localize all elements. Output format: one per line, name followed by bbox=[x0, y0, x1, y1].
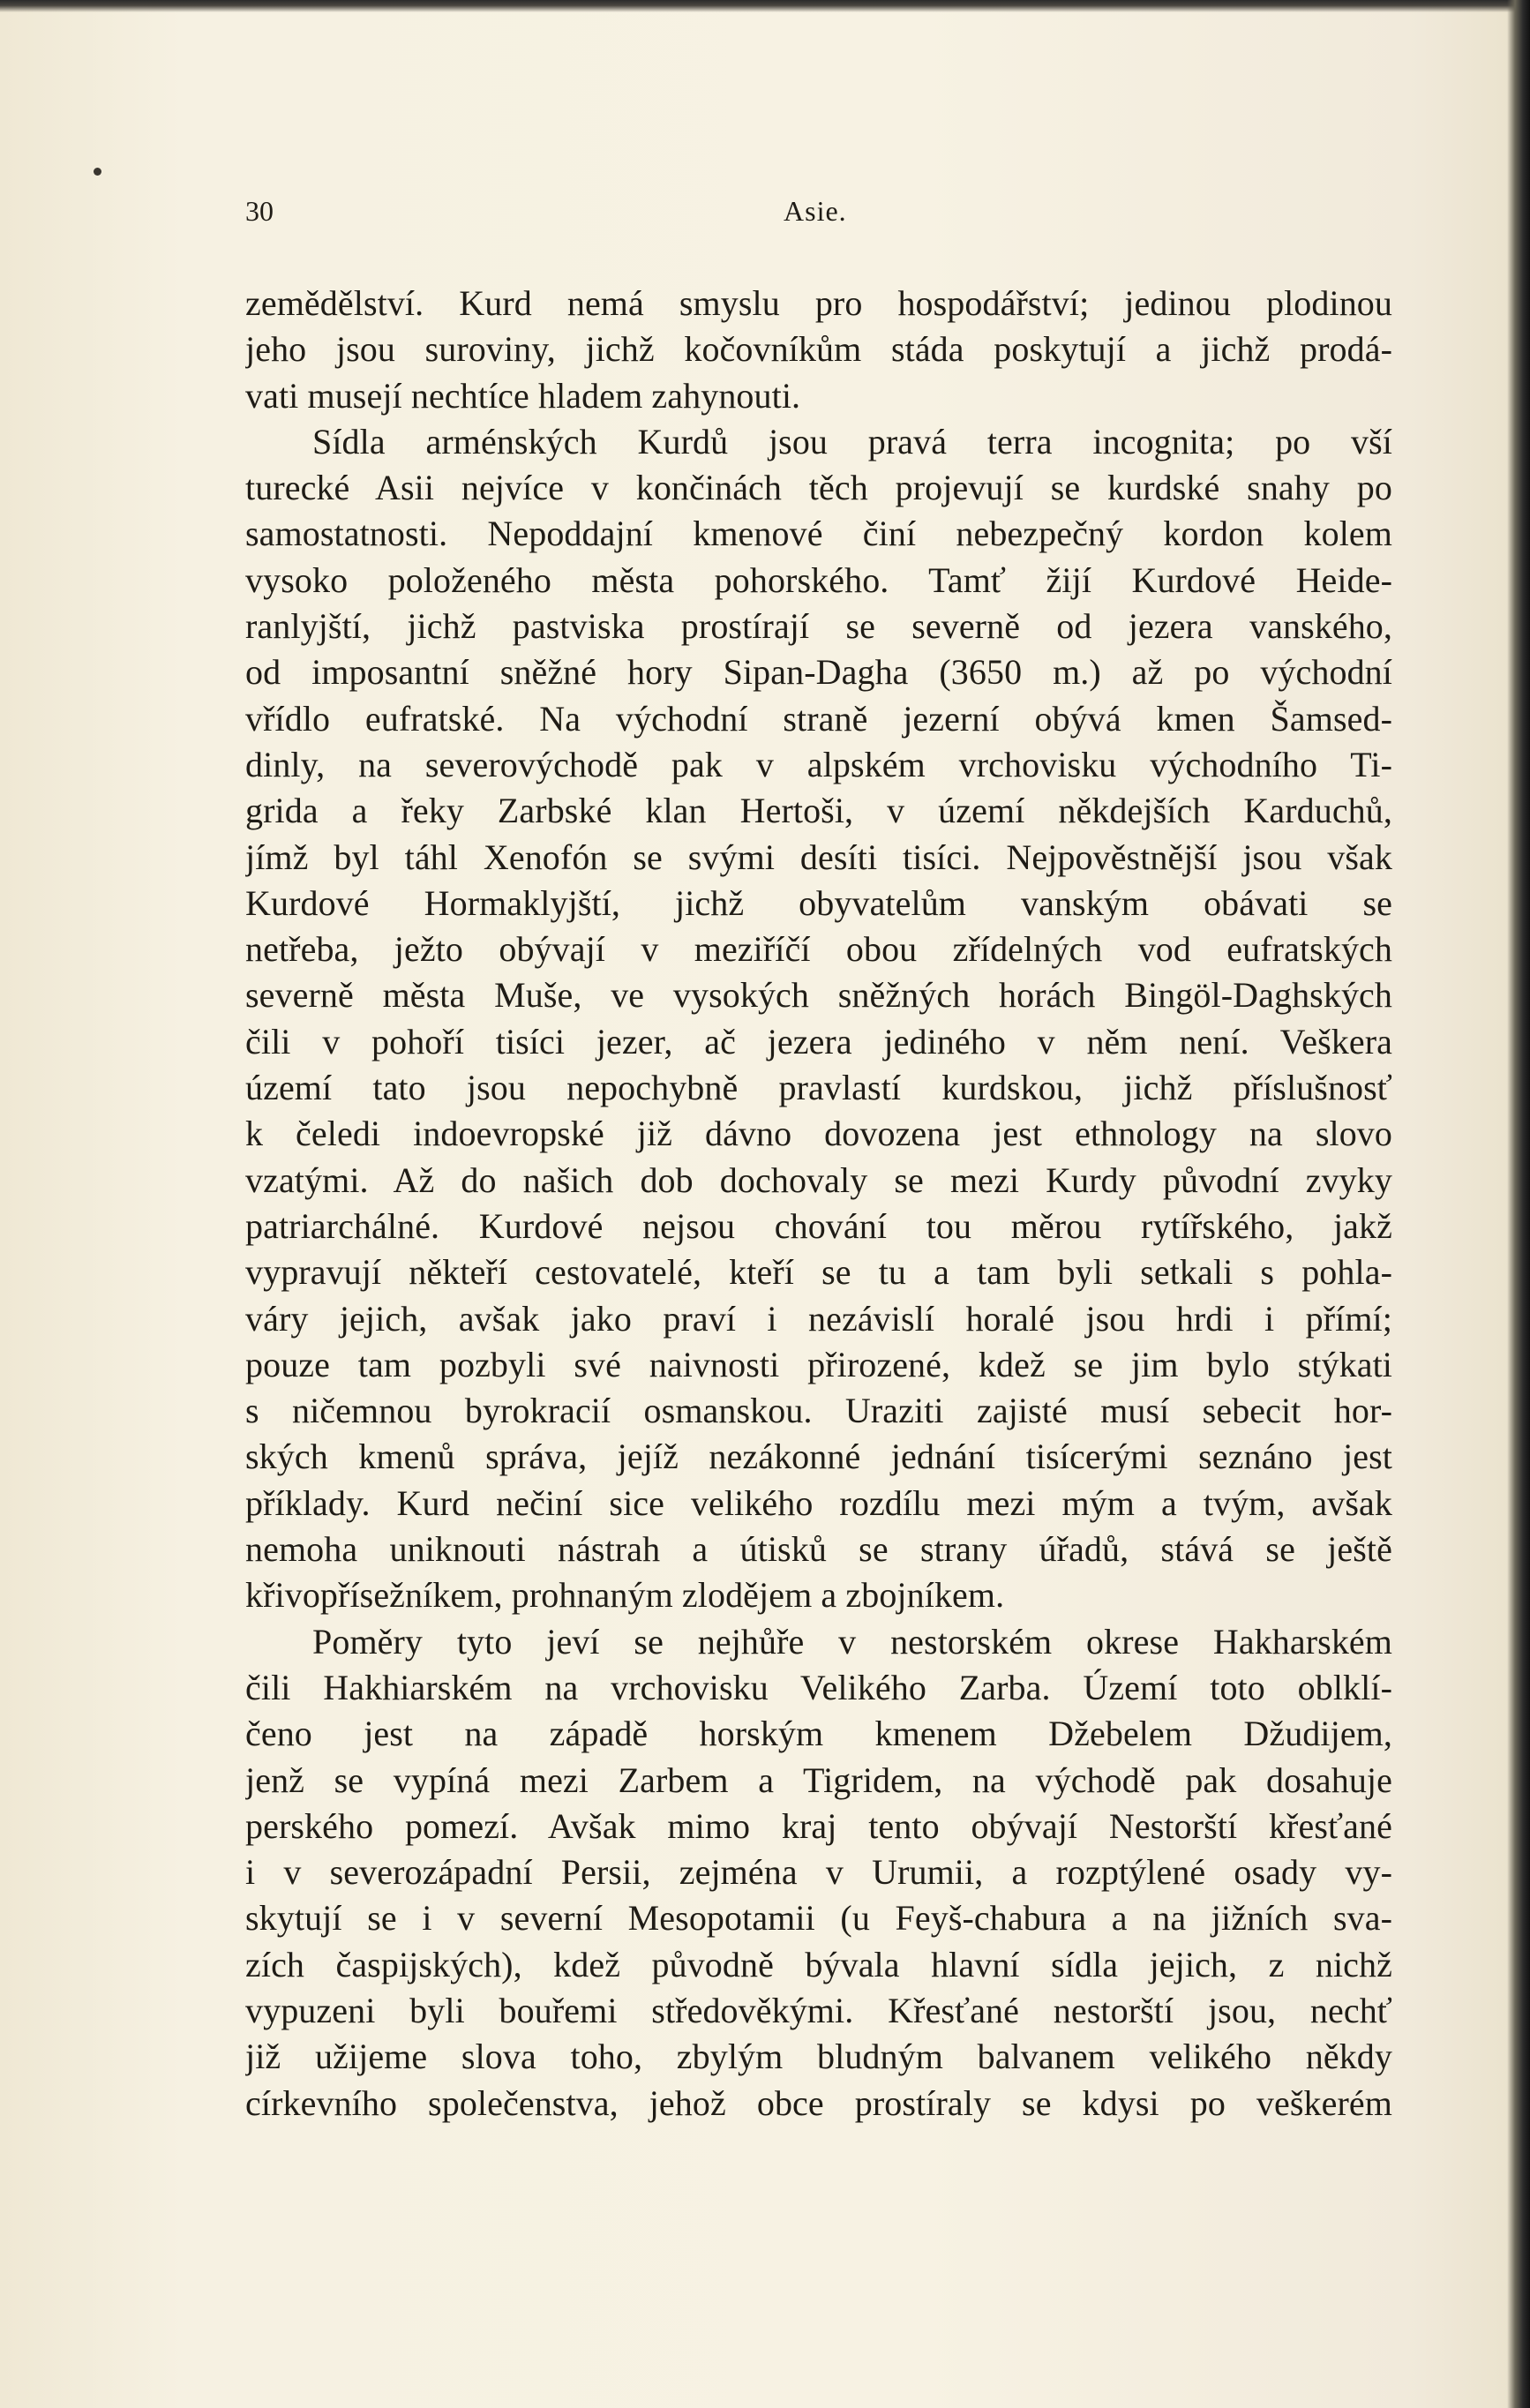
text-line: nemoha uniknouti nástrah a útisků se strany úřadů, stává se ještě bbox=[245, 1529, 1392, 1570]
text-line: ranlyjští, jichž pastviska prostírají se severně od jezera vanského, bbox=[245, 606, 1392, 647]
text-line: církevního společenstva, jehož obce prostíraly se kdysi po veškerém bbox=[245, 2082, 1392, 2123]
text-line: i v severozápadní Persii, zejména v Urumii, a rozptýlené osady vy- bbox=[245, 1852, 1392, 1893]
text-line: vypuzeni byli bouřemi středověkými. Křesťané nestorští jsou, nechť bbox=[245, 1990, 1392, 2030]
text-line: Sídla arménských Kurdů jsou pravá terra incognita; po vší bbox=[312, 421, 1392, 461]
text-line: Kurdové Hormaklyjští, jichž obyvatelům vanským obávati se bbox=[245, 882, 1392, 923]
scan-right-edge bbox=[1507, 0, 1530, 2408]
text-line: perského pomezí. Avšak mimo kraj tento obývají Nestorští křesťané bbox=[245, 1805, 1392, 1846]
text-line: jímž byl táhl Xenofón se svými desíti tisíci. Nejpověstnější jsou však bbox=[245, 836, 1392, 877]
text-line: grida a řeky Zarbské klan Hertoši, v území někdejších Karduchů, bbox=[245, 791, 1392, 831]
text-line: dinly, na severovýchodě pak v alpském vrchovisku východního Ti- bbox=[245, 744, 1392, 784]
text-line: území tato jsou nepochybně pravlastí kurdskou, jichž příslušnosť bbox=[245, 1068, 1392, 1108]
text-line: vypravují někteří cestovatelé, kteří se tu a tam byli setkali s pohla- bbox=[245, 1252, 1392, 1293]
body-text bbox=[245, 281, 1392, 2127]
text-line: čili v pohoří tisíci jezer, ač jezera jediného v něm není. Veškera bbox=[245, 1021, 1392, 1061]
text-line: jenž se vypíná mezi Zarbem a Tigridem, na východě pak dosahuje bbox=[245, 1759, 1392, 1800]
text-line: skytují se i v severní Mesopotamii (u Feyš-chabura a na jižních sva- bbox=[245, 1898, 1392, 1939]
text-line: turecké Asii nejvíce v končinách těch projevují se kurdské snahy po bbox=[245, 468, 1392, 508]
scan-top-edge bbox=[0, 0, 1530, 12]
text-line: Poměry tyto jeví se nejhůře v nestorském okrese Hakharském bbox=[312, 1621, 1392, 1662]
text-line: zemědělství. Kurd nemá smyslu pro hospodářství; jedinou plodinou bbox=[245, 283, 1392, 323]
running-head: Asie. bbox=[784, 195, 847, 227]
text-line: severně města Muše, ve vysokých sněžných horách Bingöl-Daghských bbox=[245, 975, 1392, 1016]
text-line: vřídlo eufratské. Na východní straně jezerní obývá kmen Šamsed- bbox=[245, 698, 1392, 739]
text-line: čeno jest na západě horským kmenem Džebelem Džudijem, bbox=[245, 1714, 1392, 1754]
text-line: křivopřísežníkem, prohnaným zlodějem a zbojníkem. bbox=[245, 1575, 1005, 1616]
text-line: vysoko položeného města pohorského. Tamť žijí Kurdové Heide- bbox=[245, 559, 1392, 600]
text-line: čili Hakhiarském na vrchovisku Velikého Zarba. Území toto oblklí- bbox=[245, 1667, 1392, 1707]
text-line: zích časpijských), kdež původně bývala hlavní sídla jejich, z nichž bbox=[245, 1944, 1392, 1984]
text-line: od imposantní sněžné hory Sipan-Dagha (3650 m.) až po východní bbox=[245, 652, 1392, 693]
page-number: 30 bbox=[245, 195, 274, 227]
text-line: vzatými. Až do našich dob dochovaly se mezi Kurdy původní zvyky bbox=[245, 1159, 1392, 1200]
text-line: vati musejí nechtíce hladem zahynouti. bbox=[245, 375, 801, 416]
text-line: již užijeme slova toho, zbylým bludným balvanem velikého někdy bbox=[245, 2037, 1392, 2077]
margin-dot bbox=[94, 168, 101, 176]
text-line: pouze tam pozbyli své naivnosti přirozené, kdež se jim bylo stýkati bbox=[245, 1344, 1392, 1384]
text-line: samostatnosti. Nepoddajní kmenové činí nebezpečný kordon kolem bbox=[245, 514, 1392, 554]
text-line: netřeba, ježto obývají v meziříčí obou zřídelných vod eufratských bbox=[245, 929, 1392, 970]
text-line: k čeledi indoevropské již dávno dovozena jest ethnology na slovo bbox=[245, 1114, 1392, 1154]
text-line: patriarchálné. Kurdové nejsou chování tou měrou rytířského, jakž bbox=[245, 1205, 1392, 1246]
text-line: příklady. Kurd nečiní sice velikého rozdílu mezi mým a tvým, avšak bbox=[245, 1482, 1392, 1523]
text-line: váry jejich, avšak jako praví i nezávislí horalé jsou hrdi i přímí; bbox=[245, 1298, 1392, 1339]
text-line: ských kmenů správa, jejíž nezákonné jednání tisícerými seznáno jest bbox=[245, 1437, 1392, 1477]
text-line: jeho jsou suroviny, jichž kočovníkům stáda poskytují a jichž prodá- bbox=[245, 329, 1392, 370]
page-header bbox=[245, 189, 1392, 233]
text-line: s ničemnou byrokracií osmanskou. Uraziti zajisté musí sebecit hor- bbox=[245, 1391, 1392, 1431]
